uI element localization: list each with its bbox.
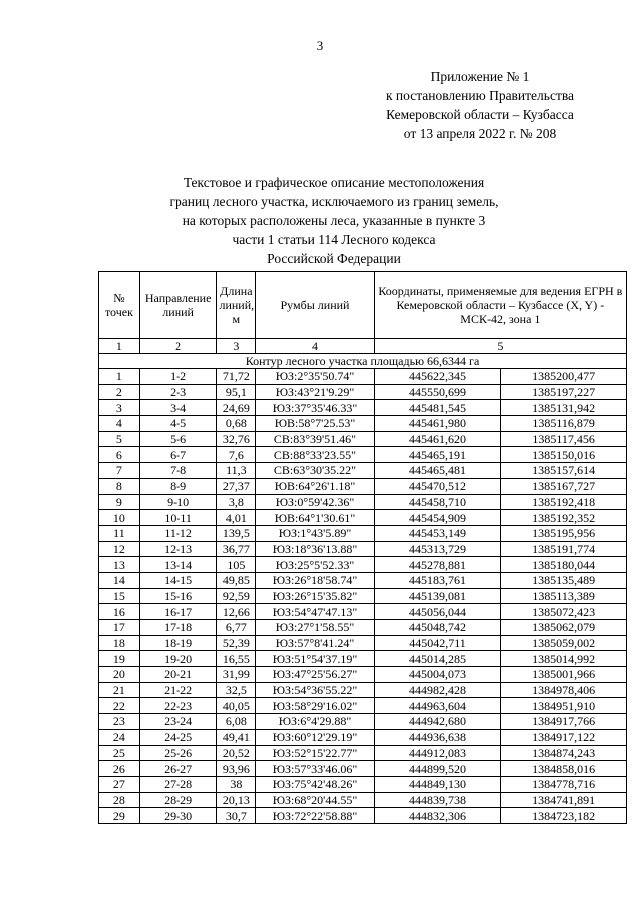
cell-y: 1384858,016 [501, 761, 627, 777]
cell-rumb: ЮЗ:68°20'44.55" [256, 792, 374, 808]
cell-direction: 11-12 [139, 525, 217, 541]
cell-x: 445004,073 [374, 667, 501, 683]
cell-length: 7,6 [217, 447, 256, 463]
cell-point: 17 [99, 620, 140, 636]
cell-y: 1385197,227 [501, 384, 627, 400]
cell-point: 27 [99, 776, 140, 792]
cell-point: 2 [99, 384, 140, 400]
cell-direction: 14-15 [139, 572, 217, 588]
header-length: Длина линий, м [217, 272, 256, 339]
document-title [60, 173, 608, 268]
cell-y: 1385191,774 [501, 541, 627, 557]
cell-rumb: ЮЗ:72°22'58.88" [256, 808, 374, 824]
table-row [99, 416, 627, 432]
header-direction: Направление линий [139, 272, 217, 339]
cell-y: 1385131,942 [501, 400, 627, 416]
cell-x: 445183,761 [374, 572, 501, 588]
cell-rumb: ЮЗ:58°29'16.02" [256, 698, 374, 714]
cell-direction: 5-6 [139, 431, 217, 447]
cell-length: 139,5 [217, 525, 256, 541]
cell-rumb: ЮЗ:43°21'9.29" [256, 384, 374, 400]
cell-x: 444839,738 [374, 792, 501, 808]
cell-y: 1384917,122 [501, 729, 627, 745]
cell-length: 11,3 [217, 463, 256, 479]
appendix-header [330, 67, 630, 143]
cell-length: 31,99 [217, 667, 256, 683]
table-row [99, 745, 627, 761]
table-row [99, 510, 627, 526]
table-row [99, 776, 627, 792]
cell-direction: 8-9 [139, 478, 217, 494]
cell-point: 26 [99, 761, 140, 777]
cell-rumb: ЮЗ:57°33'46.06" [256, 761, 374, 777]
table-row [99, 682, 627, 698]
cell-y: 1385117,456 [501, 431, 627, 447]
cell-point: 9 [99, 494, 140, 510]
cell-point: 12 [99, 541, 140, 557]
cell-length: 30,7 [217, 808, 256, 824]
table-row [99, 478, 627, 494]
cell-direction: 4-5 [139, 416, 217, 432]
cell-direction: 2-3 [139, 384, 217, 400]
cell-length: 32,5 [217, 682, 256, 698]
contour-label: Контур лесного участка площадью 66,6344 га [99, 354, 627, 369]
cell-rumb: ЮЗ:26°18'58.74" [256, 572, 374, 588]
cell-y: 1385072,423 [501, 604, 627, 620]
cell-rumb: ЮЗ:2°35'50.74" [256, 369, 374, 385]
table-row [99, 651, 627, 667]
cell-x: 444942,680 [374, 714, 501, 730]
cell-y: 1385157,614 [501, 463, 627, 479]
cell-y: 1385116,879 [501, 416, 627, 432]
table-row [99, 667, 627, 683]
cell-rumb: ЮЗ:52°15'22.77" [256, 745, 374, 761]
table-row [99, 620, 627, 636]
table-row [99, 604, 627, 620]
cell-point: 3 [99, 400, 140, 416]
cell-x: 445470,512 [374, 478, 501, 494]
table-row [99, 698, 627, 714]
cell-x: 445313,729 [374, 541, 501, 557]
cell-length: 27,37 [217, 478, 256, 494]
cell-length: 49,85 [217, 572, 256, 588]
cell-y: 1385062,079 [501, 620, 627, 636]
cell-rumb: ЮВ:64°26'1.18" [256, 478, 374, 494]
cell-point: 23 [99, 714, 140, 730]
cell-x: 445014,285 [374, 651, 501, 667]
table-row [99, 494, 627, 510]
cell-rumb: ЮЗ:57°8'41.24" [256, 635, 374, 651]
title-line: границ лесного участка, исключаемого из границ земель, [169, 194, 499, 209]
cell-rumb: ЮЗ:54°47'47.13" [256, 604, 374, 620]
cell-y: 1385192,418 [501, 494, 627, 510]
cell-x: 444849,130 [374, 776, 501, 792]
cell-direction: 9-10 [139, 494, 217, 510]
cell-x: 445048,742 [374, 620, 501, 636]
cell-x: 444912,083 [374, 745, 501, 761]
cell-direction: 6-7 [139, 447, 217, 463]
cell-x: 444832,306 [374, 808, 501, 824]
cell-length: 32,76 [217, 431, 256, 447]
header-rumb: Румбы линий [256, 272, 374, 339]
cell-rumb: СВ:63°30'35.22" [256, 463, 374, 479]
cell-point: 24 [99, 729, 140, 745]
cell-y: 1385059,002 [501, 635, 627, 651]
cell-rumb: ЮЗ:26°15'35.82" [256, 588, 374, 604]
cell-direction: 12-13 [139, 541, 217, 557]
table-row [99, 572, 627, 588]
cell-x: 444899,520 [374, 761, 501, 777]
cell-direction: 18-19 [139, 635, 217, 651]
cell-length: 16,55 [217, 651, 256, 667]
cell-point: 11 [99, 525, 140, 541]
cell-point: 4 [99, 416, 140, 432]
cell-rumb: ЮВ:58°7'25.53" [256, 416, 374, 432]
cell-y: 1385180,044 [501, 557, 627, 573]
table-row [99, 525, 627, 541]
cell-x: 445461,620 [374, 431, 501, 447]
cell-rumb: ЮЗ:25°5'52.33" [256, 557, 374, 573]
appendix-line: к постановлению Правительства [385, 88, 575, 103]
cell-length: 93,96 [217, 761, 256, 777]
cell-length: 52,39 [217, 635, 256, 651]
cell-rumb: ЮЗ:75°42'48.26" [256, 776, 374, 792]
cell-point: 1 [99, 369, 140, 385]
column-number: 5 [374, 339, 626, 354]
cell-rumb: СВ:88°33'23.55" [256, 447, 374, 463]
column-number: 1 [99, 339, 140, 354]
cell-direction: 20-21 [139, 667, 217, 683]
header-coordinates: Координаты, применяемые для ведения ЕГРН в Кемеровской области – Кузбассе (X, Y) - МСК-42, зона 1 [374, 272, 626, 339]
column-number: 3 [217, 339, 256, 354]
cell-direction: 22-23 [139, 698, 217, 714]
cell-point: 19 [99, 651, 140, 667]
cell-point: 18 [99, 635, 140, 651]
cell-direction: 16-17 [139, 604, 217, 620]
cell-length: 12,66 [217, 604, 256, 620]
cell-rumb: ЮЗ:37°35'46.33" [256, 400, 374, 416]
table-row [99, 588, 627, 604]
cell-point: 10 [99, 510, 140, 526]
table-row [99, 761, 627, 777]
cell-rumb: ЮЗ:47°25'56.27" [256, 667, 374, 683]
cell-y: 1384874,243 [501, 745, 627, 761]
cell-rumb: ЮЗ:54°36'55.22" [256, 682, 374, 698]
cell-length: 6,77 [217, 620, 256, 636]
table-row [99, 447, 627, 463]
cell-direction: 13-14 [139, 557, 217, 573]
cell-rumb: ЮВ:64°1'30.61" [256, 510, 374, 526]
appendix-line: Кемеровской области – Кузбасса [386, 107, 574, 122]
table-row [99, 463, 627, 479]
column-number: 2 [139, 339, 217, 354]
cell-point: 20 [99, 667, 140, 683]
cell-length: 20,13 [217, 792, 256, 808]
column-number: 4 [256, 339, 374, 354]
cell-x: 445461,980 [374, 416, 501, 432]
cell-rumb: ЮЗ:27°1'58.55" [256, 620, 374, 636]
cell-point: 28 [99, 792, 140, 808]
cell-point: 5 [99, 431, 140, 447]
cell-x: 445458,710 [374, 494, 501, 510]
cell-length: 6,08 [217, 714, 256, 730]
cell-length: 36,77 [217, 541, 256, 557]
cell-x: 445550,699 [374, 384, 501, 400]
table-row [99, 729, 627, 745]
cell-direction: 27-28 [139, 776, 217, 792]
cell-length: 0,68 [217, 416, 256, 432]
cell-direction: 19-20 [139, 651, 217, 667]
cell-x: 445481,545 [374, 400, 501, 416]
table-row [99, 369, 627, 385]
cell-direction: 24-25 [139, 729, 217, 745]
cell-y: 1384978,406 [501, 682, 627, 698]
appendix-line: от 13 апреля 2022 г. № 208 [403, 126, 557, 141]
cell-x: 445042,711 [374, 635, 501, 651]
cell-point: 8 [99, 478, 140, 494]
cell-point: 29 [99, 808, 140, 824]
cell-point: 6 [99, 447, 140, 463]
cell-x: 445453,149 [374, 525, 501, 541]
cell-y: 1385014,992 [501, 651, 627, 667]
cell-y: 1385192,352 [501, 510, 627, 526]
cell-y: 1384723,182 [501, 808, 627, 824]
cell-y: 1384951,910 [501, 698, 627, 714]
cell-length: 20,52 [217, 745, 256, 761]
cell-length: 49,41 [217, 729, 256, 745]
header-point: № точек [99, 272, 140, 339]
cell-x: 444963,604 [374, 698, 501, 714]
cell-y: 1384778,716 [501, 776, 627, 792]
cell-y: 1385001,966 [501, 667, 627, 683]
cell-direction: 29-30 [139, 808, 217, 824]
cell-y: 1384917,766 [501, 714, 627, 730]
title-line: Российской Федерации [267, 251, 401, 266]
cell-length: 24,69 [217, 400, 256, 416]
cell-x: 445465,481 [374, 463, 501, 479]
table-row [99, 808, 627, 824]
cell-direction: 25-26 [139, 745, 217, 761]
cell-point: 25 [99, 745, 140, 761]
cell-point: 13 [99, 557, 140, 573]
table-row [99, 431, 627, 447]
cell-direction: 26-27 [139, 761, 217, 777]
cell-direction: 15-16 [139, 588, 217, 604]
cell-length: 38 [217, 776, 256, 792]
cell-y: 1385135,489 [501, 572, 627, 588]
column-number-row [99, 339, 627, 354]
cell-direction: 28-29 [139, 792, 217, 808]
cell-x: 445454,909 [374, 510, 501, 526]
table-row [99, 400, 627, 416]
cell-rumb: СВ:83°39'51.46" [256, 431, 374, 447]
cell-rumb: ЮЗ:1°43'5.89" [256, 525, 374, 541]
cell-x: 445278,881 [374, 557, 501, 573]
table-row [99, 541, 627, 557]
cell-direction: 10-11 [139, 510, 217, 526]
cell-y: 1385200,477 [501, 369, 627, 385]
cell-point: 15 [99, 588, 140, 604]
cell-rumb: ЮЗ:60°12'29.19" [256, 729, 374, 745]
table-row [99, 557, 627, 573]
table-header-row [99, 272, 627, 339]
cell-length: 4,01 [217, 510, 256, 526]
table-row [99, 635, 627, 651]
title-line: на которых расположены леса, указанные в пункте 3 [182, 213, 486, 228]
cell-direction: 21-22 [139, 682, 217, 698]
cell-y: 1385195,956 [501, 525, 627, 541]
title-line: части 1 статьи 114 Лесного кодекса [232, 232, 436, 247]
contour-row [99, 354, 627, 369]
cell-length: 71,72 [217, 369, 256, 385]
cell-length: 40,05 [217, 698, 256, 714]
coordinates-table [98, 271, 627, 824]
cell-direction: 3-4 [139, 400, 217, 416]
table-row [99, 714, 627, 730]
cell-rumb: ЮЗ:6°4'29.88" [256, 714, 374, 730]
cell-length: 92,59 [217, 588, 256, 604]
cell-direction: 7-8 [139, 463, 217, 479]
cell-y: 1385113,389 [501, 588, 627, 604]
cell-x: 445056,044 [374, 604, 501, 620]
cell-point: 22 [99, 698, 140, 714]
cell-point: 21 [99, 682, 140, 698]
cell-length: 105 [217, 557, 256, 573]
table-row [99, 384, 627, 400]
cell-x: 445465,191 [374, 447, 501, 463]
cell-x: 444982,428 [374, 682, 501, 698]
cell-x: 445139,081 [374, 588, 501, 604]
appendix-line: Приложение № 1 [430, 69, 530, 84]
cell-rumb: ЮЗ:51°54'37.19" [256, 651, 374, 667]
page-number: 3 [316, 38, 324, 53]
cell-rumb: ЮЗ:0°59'42.36" [256, 494, 374, 510]
cell-length: 95,1 [217, 384, 256, 400]
table-row [99, 792, 627, 808]
cell-length: 3,8 [217, 494, 256, 510]
cell-x: 445622,345 [374, 369, 501, 385]
cell-y: 1384741,891 [501, 792, 627, 808]
cell-point: 14 [99, 572, 140, 588]
cell-y: 1385150,016 [501, 447, 627, 463]
cell-direction: 1-2 [139, 369, 217, 385]
cell-rumb: ЮЗ:18°36'13.88" [256, 541, 374, 557]
cell-point: 7 [99, 463, 140, 479]
cell-direction: 17-18 [139, 620, 217, 636]
cell-direction: 23-24 [139, 714, 217, 730]
cell-y: 1385167,727 [501, 478, 627, 494]
cell-x: 444936,638 [374, 729, 501, 745]
title-line: Текстовое и графическое описание местоположения [183, 175, 485, 190]
cell-point: 16 [99, 604, 140, 620]
